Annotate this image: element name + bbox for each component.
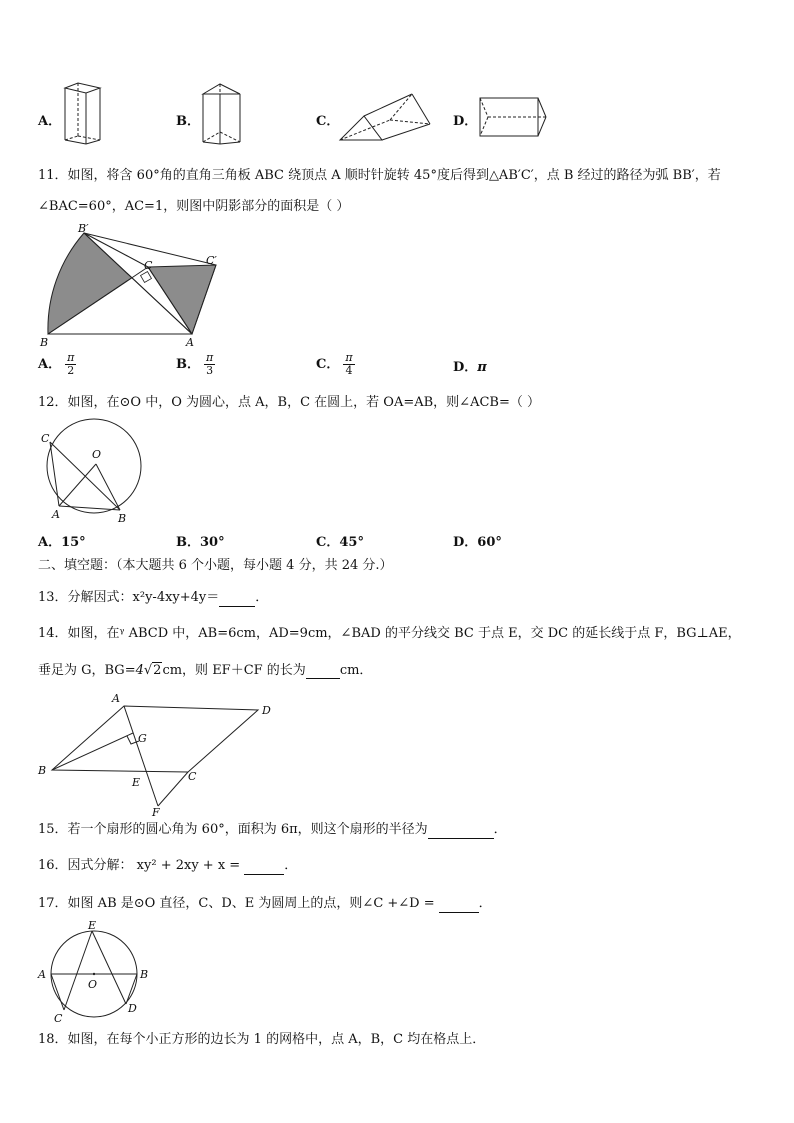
q11-stem-line2: ∠BAC=60°，AC=1，则图中阴影部分的面积是（ ） xyxy=(38,199,350,214)
q17-stem: 17．如图 AB 是⊙O 直径，C、D、E 为圆周上的点，则∠C +∠D = ． xyxy=(38,896,492,911)
q17-label-b: B xyxy=(140,968,149,981)
q18-stem: 18．如图，在每个小正方形的边长为 1 的网格中，点 A，B，C 均在格点上． xyxy=(38,1032,486,1047)
q12-label-c: C xyxy=(41,432,50,445)
q10-option-c-label: C． xyxy=(316,114,340,129)
q12-label-b: B xyxy=(118,512,127,525)
q12-stem: 12．如图，在⊙O 中，O 为圆心，点 A，B，C 在圆上，若 OA=AB，则∠ACB=（ ） xyxy=(38,395,540,410)
q17-circle-figure xyxy=(36,918,156,1024)
q14-label-a: A xyxy=(112,692,120,705)
q14-stem-line1: 14．如图，在ᵞ ABCD 中，AB=6cm，AD=9cm，∠BAD 的平分线交 BC 于点 E，交 DC 的延长线于点 F，BG⊥AE， xyxy=(38,626,741,641)
q12-option-a: A．15° xyxy=(38,535,86,550)
q12-option-d: D．60° xyxy=(453,535,502,550)
q16-stem: 16．因式分解： xy² + 2xy + x = ． xyxy=(38,858,298,873)
q10-option-d-label: D． xyxy=(453,114,478,129)
q17-label-o: O xyxy=(88,978,98,991)
q12-option-b: B．30° xyxy=(176,535,225,550)
prism-d-figure xyxy=(476,96,550,140)
q11-stem-line1: 11．如图，将含 60°角的直角三角板 ABC 绕顶点 A 顺时针旋转 45°度后得到△AB′C′，点 B 经过的路径为弧 BB′，若 xyxy=(38,168,721,183)
q17-label-a: A xyxy=(38,968,46,981)
section-2-heading: 二、填空题：（本大题共 6 个小题，每小题 4 分，共 24 分.） xyxy=(38,558,393,573)
q13-stem: 13．分解因式：x²y-4xy+4y＝ ． xyxy=(38,590,269,605)
q12-option-c: C．45° xyxy=(316,535,364,550)
q14-label-b: B xyxy=(38,764,47,777)
q11-option-a: A． $\frac{\pi}{2}$ xyxy=(38,351,75,377)
q11-label-c: C xyxy=(144,259,153,272)
prism-b-figure xyxy=(200,82,244,146)
q11-rotation-figure xyxy=(36,220,226,350)
q14-label-e: E xyxy=(132,776,141,789)
q11-option-c: C． $\frac{\pi}{4}$ xyxy=(316,351,353,377)
q15-stem: 15．若一个扇形的圆心角为 60°，面积为 6π，则这个扇形的半径为 ． xyxy=(38,822,507,837)
q11-label-a: A xyxy=(186,336,194,349)
q14-label-c: C xyxy=(188,770,197,783)
q11-label-c-prime: C′ xyxy=(206,254,217,267)
q17-label-e: E xyxy=(88,919,97,932)
q12-label-a: A xyxy=(52,508,60,521)
q14-label-f: F xyxy=(152,806,160,819)
q12-label-o: O xyxy=(92,448,102,461)
q14-label-g: G xyxy=(138,732,147,745)
q14-label-d: D xyxy=(262,704,271,717)
q17-label-c: C xyxy=(54,1012,63,1025)
q10-option-a-label: A． xyxy=(38,114,62,129)
prism-a-figure xyxy=(62,82,106,146)
q12-circle-figure xyxy=(38,418,148,526)
q11-label-b: B xyxy=(40,336,49,349)
q10-option-b-label: B． xyxy=(176,114,200,129)
q17-label-d: D xyxy=(128,1002,137,1015)
q11-option-d: D．π xyxy=(453,360,487,375)
q14-stem-line2: 垂足为 G，BG= 4 √ 2 cm，则 EF＋CF 的长为 cm． xyxy=(38,662,373,678)
prism-c-figure xyxy=(338,90,434,144)
q11-label-b-prime: B′ xyxy=(78,222,89,235)
q11-option-b: B． $\frac{\pi}{3}$ xyxy=(176,351,214,377)
q14-parallelogram-figure xyxy=(36,690,276,818)
